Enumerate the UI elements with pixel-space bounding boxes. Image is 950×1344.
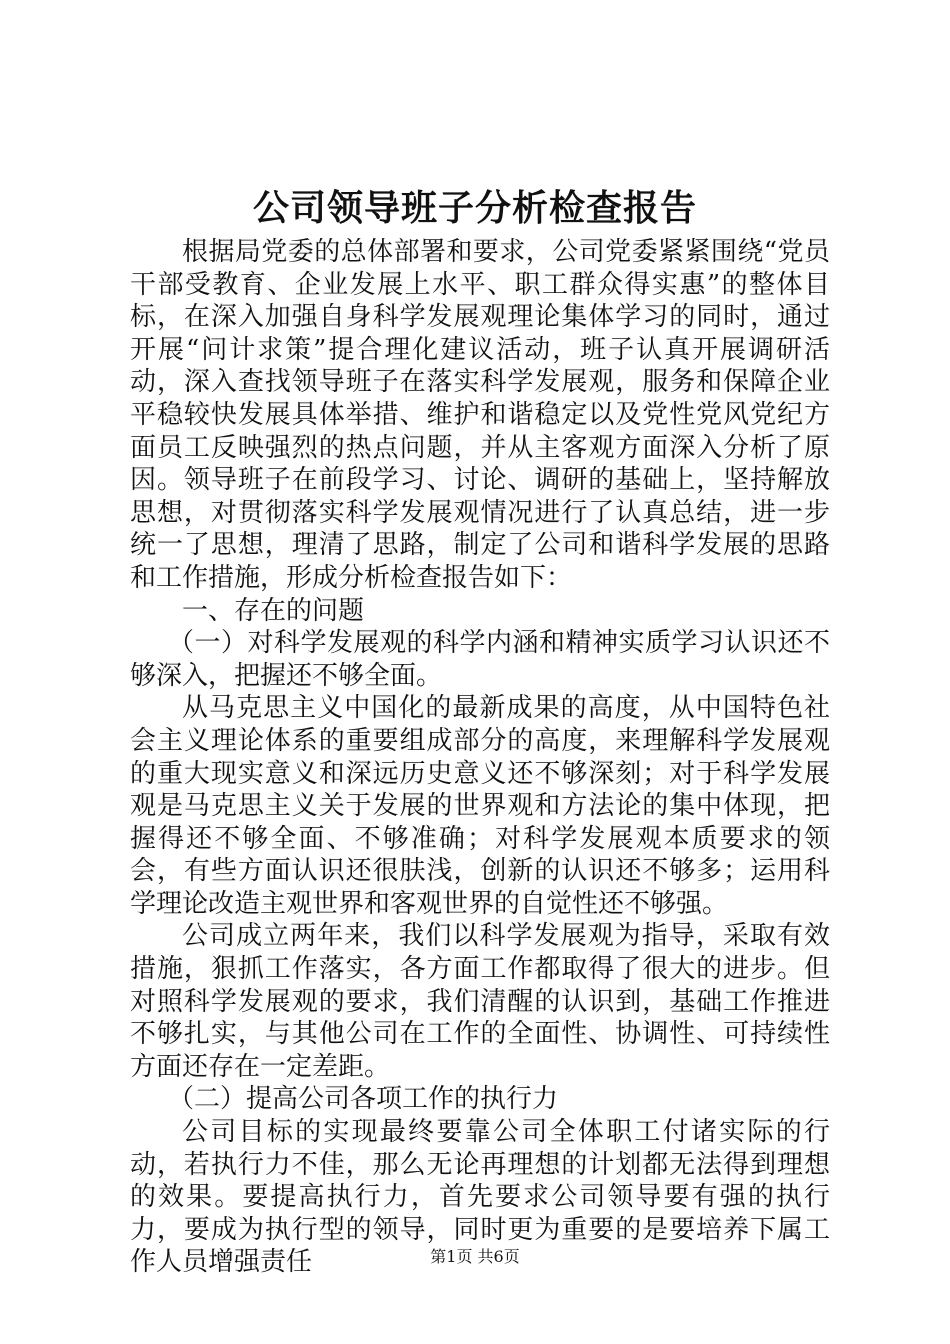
paragraph-intro: 根据局党委的总体部署和要求，公司党委紧紧围绕“党员干部受教育、企业发展上水平、职工群众得实惠”的整体目标，在深入加强自身科学发展观理论集体学习的同时，通过开展“问计求策”提合理化建议活动，班子认真开展调研活动，深入查找领导班子在落实科学发展观，服务和保障企业平稳较快发展具体举措、维护和谐稳定以及党性党风党纪方面员工反映强烈的热点问题，并从主客观方面深入分析了原因。领导班子在前段学习、讨论、调研的基础上，坚持解放思想，对贯彻落实科学发展观情况进行了认真总结，进一步统一了思想，理清了思路，制定了公司和谐科学发展的思路和工作措施，形成分析检查报告如下： xyxy=(130,237,830,593)
subsection-heading-2: （二）提高公司各项工作的执行力 xyxy=(168,1084,559,1115)
paragraph-progress: 公司成立两年来，我们以科学发展观为指导，采取有效措施，狠抓工作落实，各方面工作都取得了很大的进步。但对照科学发展观的要求，我们清醒的认识到，基础工作推进不够扎实，与其他公司在工作的全面性、协调性、可持续性方面还存在一定差距。 xyxy=(130,921,830,1082)
page-number-footer: 第1页 共6页 xyxy=(430,1247,520,1266)
subsection-heading-1: （一）对科学发展观的科学内涵和精神实质学习认识还不够深入，把握还不够全面。 xyxy=(130,628,830,691)
paragraph-execution: 公司目标的实现最终要靠公司全体职工付诸实际的行动，若执行力不佳，那么无论再理想的计划都无法得到理想的效果。要提高执行力，首先要求公司领导要有强的执行力，要成为执行型的领导，同时更为重要的是要培养下属工作人员增强责任 xyxy=(130,1117,830,1278)
document-body xyxy=(130,236,830,1279)
paragraph-understanding: 从马克思主义中国化的最新成果的高度，从中国特色社会主义理论体系的重要组成部分的高度，来理解科学发展观的重大现实意义和深远历史意义还不够深刻；对于科学发展观是马克思主义关于发展的世界观和方法论的集中体现，把握得还不够全面、不够准确；对科学发展观本质要求的领会，有些方面认识还很肤浅，创新的认识还不够多；运用科学理论改造主观世界和客观世界的自觉性还不够强。 xyxy=(130,693,830,919)
section-heading-problems: 一、存在的问题 xyxy=(182,595,365,626)
document-title: 公司领导班子分析检查报告 xyxy=(252,187,697,229)
